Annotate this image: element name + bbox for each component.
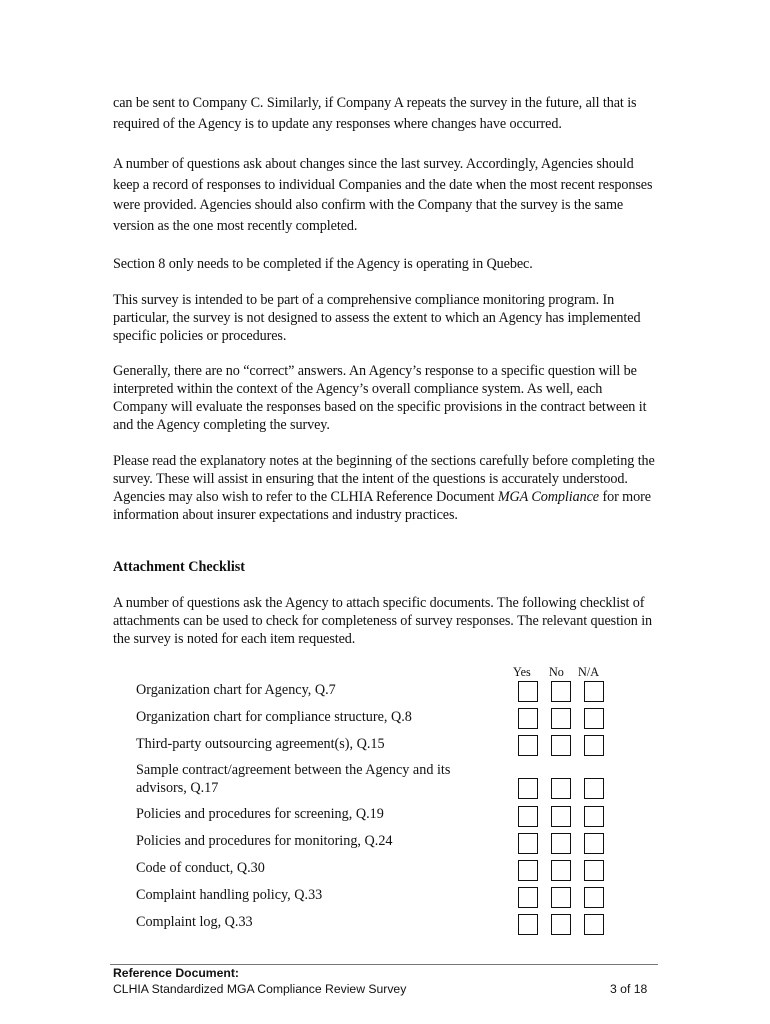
na-checkbox[interactable] <box>584 735 604 756</box>
no-checkbox[interactable] <box>551 708 571 729</box>
yes-checkbox[interactable] <box>518 806 538 827</box>
no-checkbox[interactable] <box>551 833 571 854</box>
checklist-item-label: Complaint handling policy, Q.33 <box>136 887 323 903</box>
no-checkbox[interactable] <box>551 681 571 702</box>
no-checkbox[interactable] <box>551 860 571 881</box>
checklist-item-label: Sample contract/agreement between the Agency and its advisors, Q.17 <box>136 762 451 796</box>
paragraph-checklist-intro: A number of questions ask the Agency to attach specific documents. The following checklist of attachments can be used to check for completeness of survey responses. The relevant question in the survey is noted for each item requested. <box>113 595 653 647</box>
na-checkbox[interactable] <box>584 860 604 881</box>
na-checkbox[interactable] <box>584 806 604 827</box>
na-checkbox[interactable] <box>584 708 604 729</box>
yes-checkbox[interactable] <box>518 708 538 729</box>
page-number: 3 of 18 <box>610 982 648 996</box>
checklist-item-label: Policies and procedures for monitoring, Q.24 <box>136 833 393 849</box>
yes-checkbox[interactable] <box>518 833 538 854</box>
no-checkbox[interactable] <box>551 914 571 935</box>
no-checkbox[interactable] <box>551 735 571 756</box>
checklist-item-label: Organization chart for Agency, Q.7 <box>136 682 336 698</box>
paragraph-section-8-quebec: Section 8 only needs to be completed if the Agency is operating in Quebec. <box>113 256 533 272</box>
checklist-item-label: Complaint log, Q.33 <box>136 914 253 930</box>
checklist-item-label: Policies and procedures for screening, Q.19 <box>136 806 384 822</box>
na-checkbox[interactable] <box>584 887 604 908</box>
checklist-item-label: Code of conduct, Q.30 <box>136 860 265 876</box>
paragraph-explanatory-notes-text: Please read the explanatory notes at the beginning of the sections carefully before completing the survey. These will assist in ensuring that the intent of the questions is accurately understood. Agencies may also wish to refer to the CLHIA Reference Document <box>113 453 655 505</box>
column-header-yes: Yes <box>513 665 531 679</box>
paragraph-continuation: can be sent to Company C. Similarly, if Company A repeats the survey in the future, all that is required of the Agency is to update any responses where changes have occurred. <box>113 95 637 132</box>
na-checkbox[interactable] <box>584 778 604 799</box>
checklist-item-label: Organization chart for compliance structure, Q.8 <box>136 709 412 725</box>
yes-checkbox[interactable] <box>518 735 538 756</box>
paragraph-survey-intent: This survey is intended to be part of a comprehensive compliance monitoring program. In particular, the survey is not designed to assess the extent to which an Agency has implemented specific policies or procedures. <box>113 292 641 344</box>
no-checkbox[interactable] <box>551 806 571 827</box>
yes-checkbox[interactable] <box>518 860 538 881</box>
yes-checkbox[interactable] <box>518 681 538 702</box>
column-header-no: No <box>549 665 564 679</box>
na-checkbox[interactable] <box>584 681 604 702</box>
mga-compliance-document-title: MGA Compliance <box>497 489 599 505</box>
paragraph-explanatory-notes-end: for more information about insurer expectations and industry practices. <box>113 489 651 523</box>
yes-checkbox[interactable] <box>518 778 538 799</box>
footer-reference-label: Reference Document: <box>113 966 239 980</box>
paragraph-no-correct-answers: Generally, there are no “correct” answers. An Agency’s response to a specific question will be interpreted within the context of the Agency’s overall compliance system. As well, each Company will evaluate the responses based on the specific provisions in the contract between it and the Agency completing the survey. <box>113 363 647 433</box>
na-checkbox[interactable] <box>584 914 604 935</box>
no-checkbox[interactable] <box>551 887 571 908</box>
attachment-checklist-heading: Attachment Checklist <box>113 559 246 575</box>
paragraph-changes-since-last-survey: A number of questions ask about changes since the last survey. Accordingly, Agencies should keep a record of responses to individual Companies and the date when the most recent responses were provided. Agencies should also confirm with the Company that the survey is the same version as the one most recently completed. <box>113 156 653 234</box>
footer-document-title: CLHIA Standardized MGA Compliance Review Survey <box>113 982 407 996</box>
footer-divider <box>110 964 658 965</box>
column-header-na: N/A <box>578 665 599 679</box>
na-checkbox[interactable] <box>584 833 604 854</box>
checklist-item-label: Third-party outsourcing agreement(s), Q.15 <box>136 736 385 752</box>
no-checkbox[interactable] <box>551 778 571 799</box>
yes-checkbox[interactable] <box>518 914 538 935</box>
paragraph-explanatory-notes <box>113 452 658 524</box>
yes-checkbox[interactable] <box>518 887 538 908</box>
